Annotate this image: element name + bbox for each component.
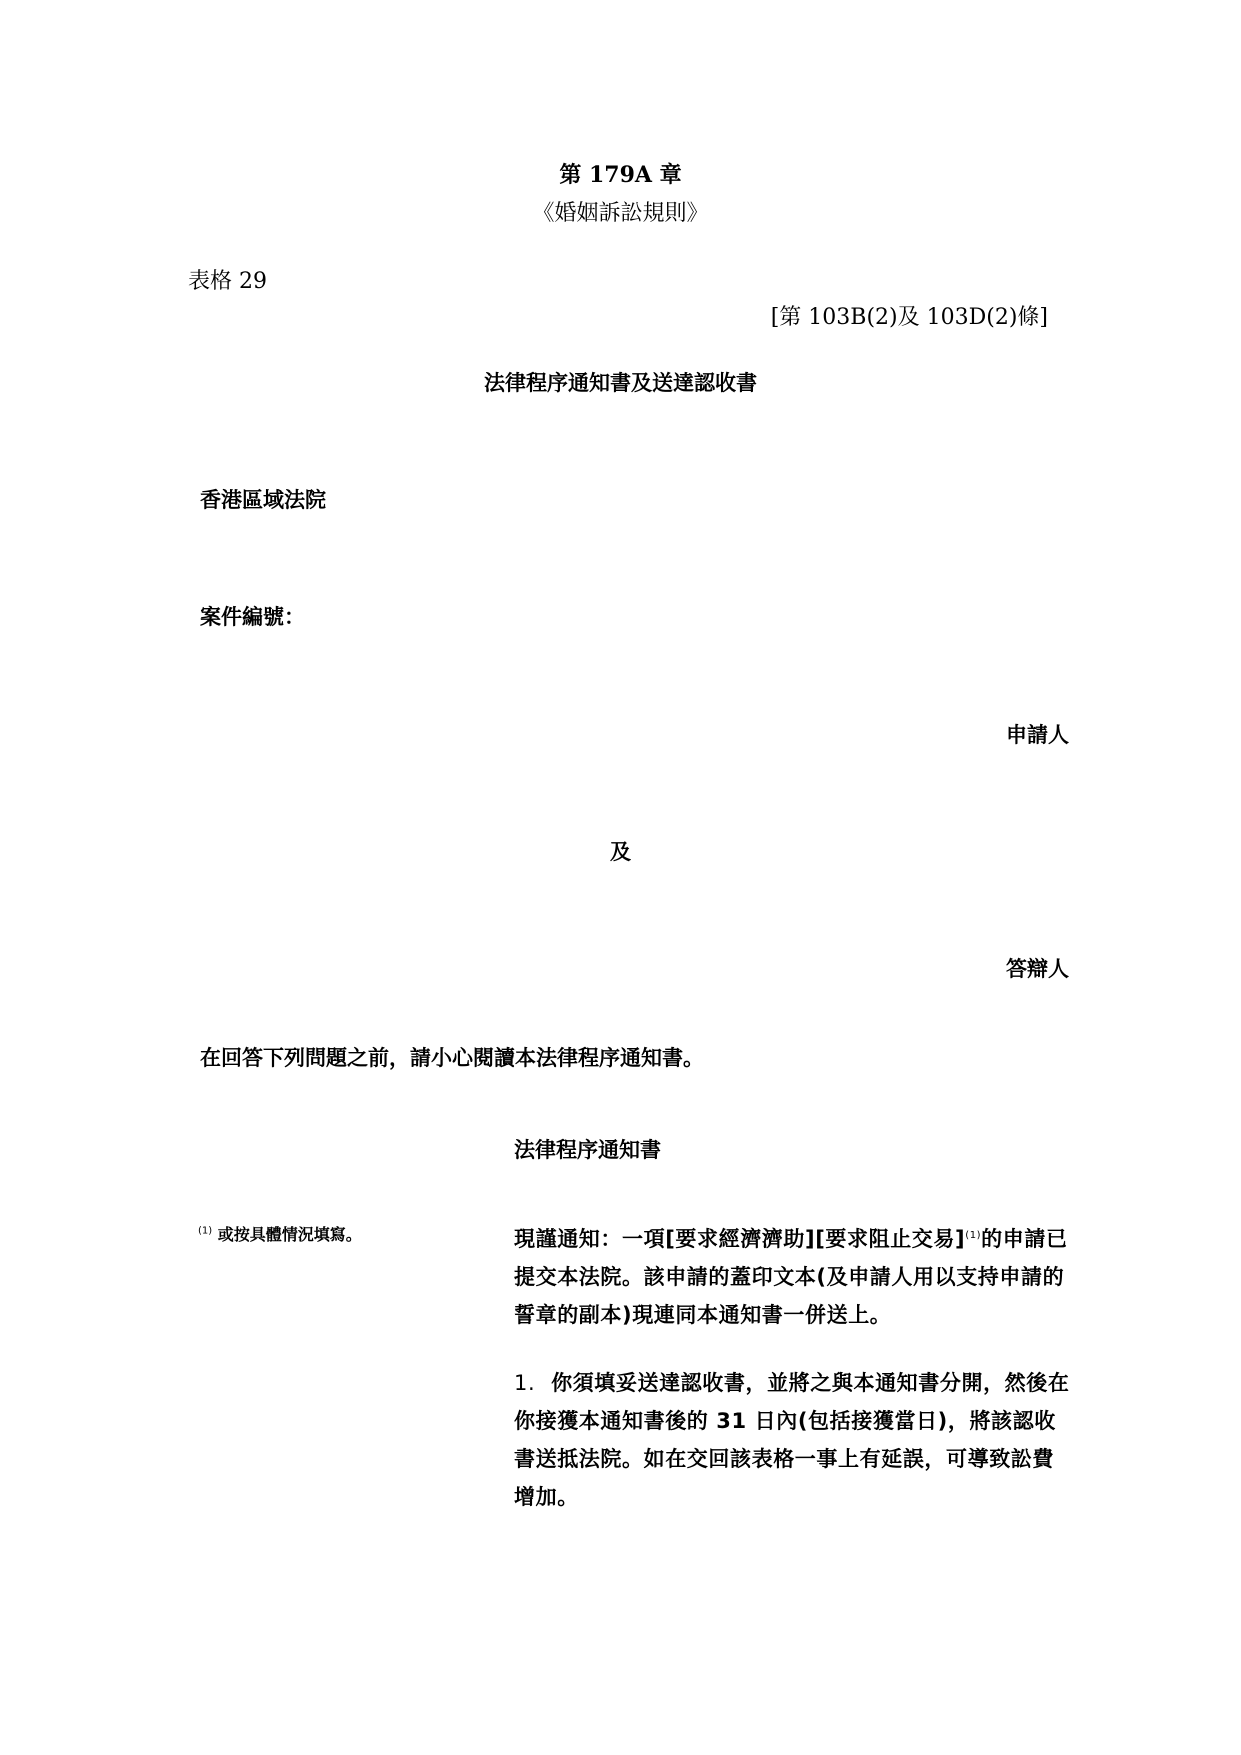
paragraph-1-text-b: 的申請已提交本法院。該申請的蓋印文本(及申請人用以支持申請的誓章的副本)現連同本通知書一併送上。 — [514, 1227, 1068, 1327]
notice-paragraph-1 — [514, 1217, 1074, 1334]
paragraph-1-text-a: 現謹通知：一項[要求經濟濟助][要求阻止交易] — [514, 1227, 966, 1251]
instruction-text: 在回答下列問題之前，請小心閱讀本法律程序通知書。 — [200, 1046, 704, 1070]
paragraph-2-text: 你須填妥送達認收書，並將之與本通知書分開，然後在你接獲本通知書後的 31 日內(包括接獲當日)，將該認收書送抵法院。如在交回該表格一事上有延誤，可導致訟費增加。 — [514, 1371, 1070, 1509]
side-note-text: 或按具體情況填寫。 — [212, 1225, 362, 1244]
footnote-marker: (1) — [198, 1225, 213, 1237]
document-title: 法律程序通知書及送達認收書 — [484, 371, 757, 395]
form-number: 表格 29 — [188, 269, 267, 294]
notice-paragraph-2 — [514, 1364, 1074, 1516]
rules-title: 《婚姻訴訟規則》 — [532, 201, 709, 226]
sections-reference: [第 103B(2)及 103D(2)條] — [770, 305, 1048, 330]
footnote-marker: (1) — [965, 1230, 982, 1241]
chapter-heading: 第 179A 章 — [559, 162, 682, 188]
notice-heading: 法律程序通知書 — [514, 1138, 661, 1162]
respondent-label: 答辯人 — [1006, 957, 1069, 981]
applicant-label: 申請人 — [1006, 723, 1069, 747]
side-note — [198, 1222, 362, 1245]
and-label: 及 — [610, 840, 631, 864]
case-number-label: 案件編號： — [200, 605, 305, 629]
paragraph-number: 1. — [514, 1371, 536, 1395]
court-name: 香港區域法院 — [200, 488, 326, 512]
